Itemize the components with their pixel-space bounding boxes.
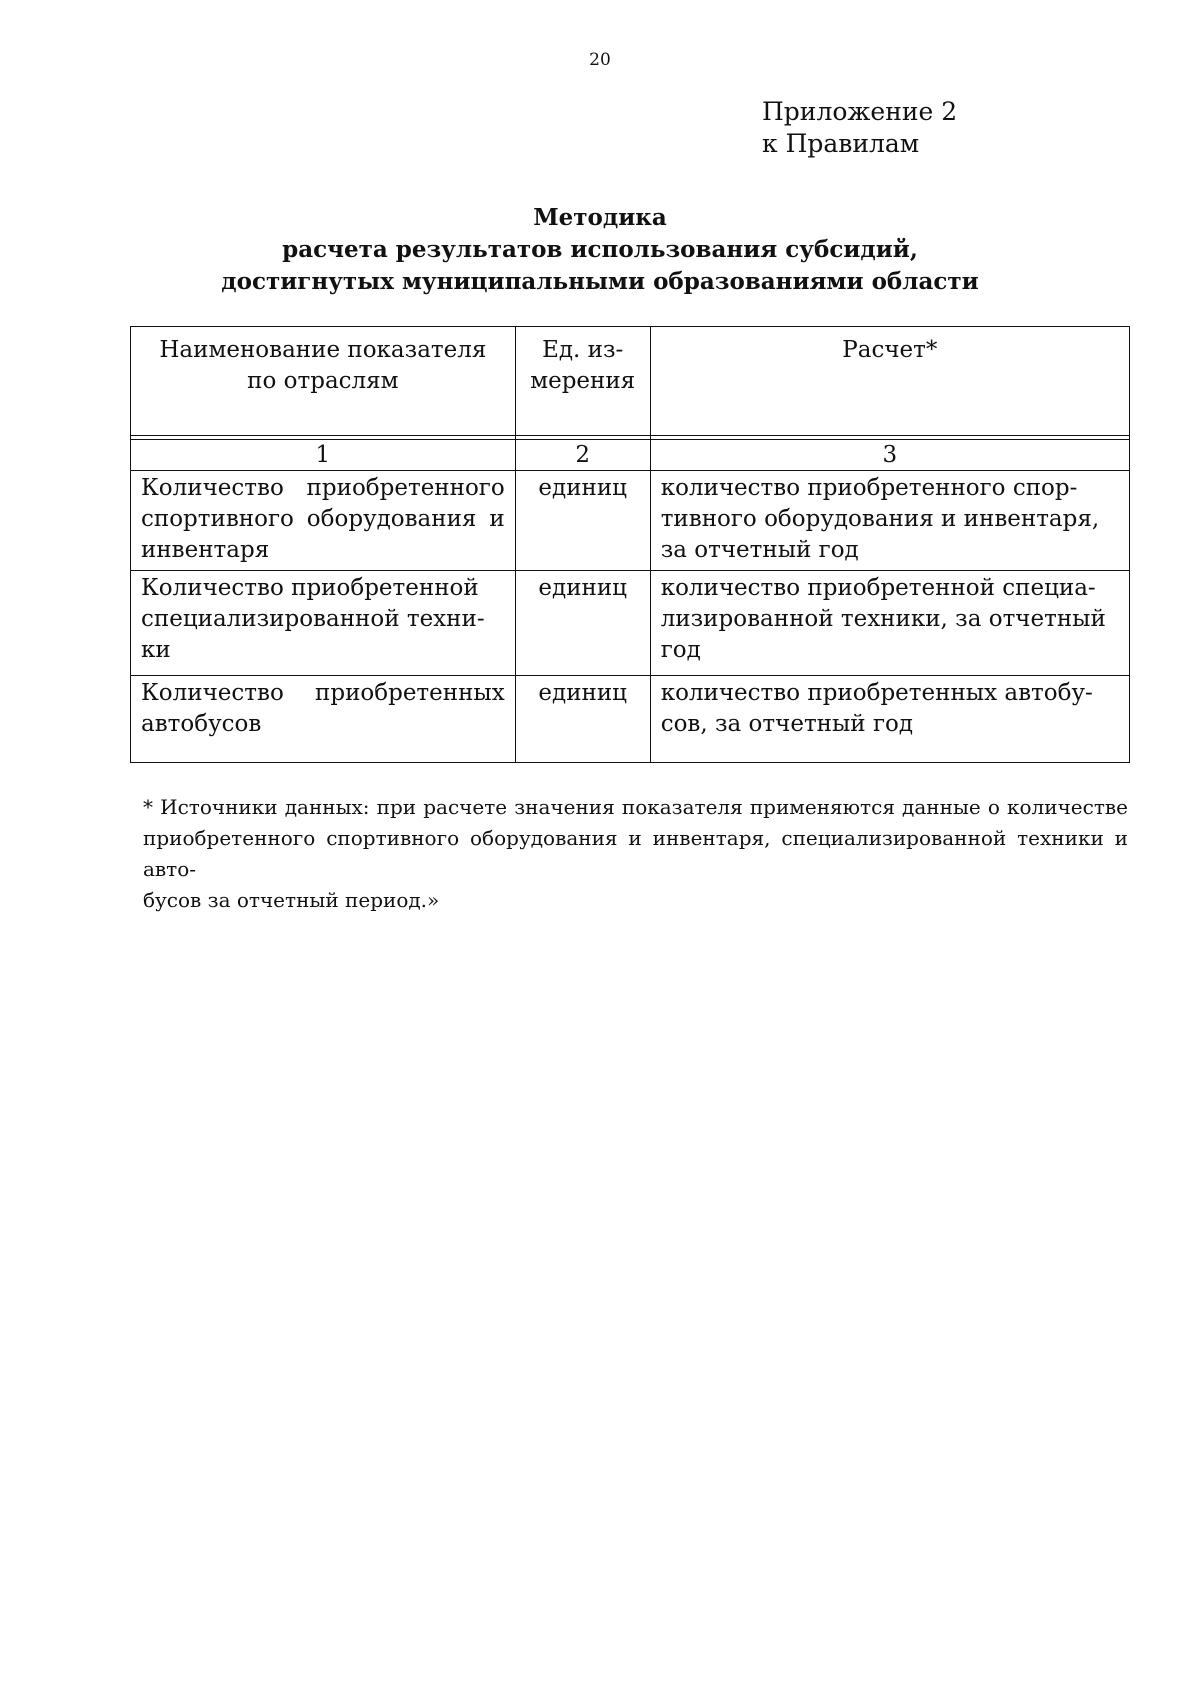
indicator-name [131,571,516,676]
cell-text: количество приобретенных автобу- [660,680,1093,706]
cell-text: лизированной техники, за отчетный [660,606,1106,632]
footnote-line: бусов за отчетный период.» [143,888,440,912]
footnote-line: приобретенного спортивного оборудования и инвентаря, специализированной техники и авто- [143,826,1128,881]
cell-text: Количество приобретенного [141,475,505,501]
footnote [143,792,1128,916]
title-line-1: Методика [533,204,667,231]
header-unit [515,327,650,436]
calculation-cell [650,676,1129,763]
header-text: Ед. из- [542,337,624,363]
column-numbers-row [131,440,1130,471]
cell-text: специализированной техни- [141,606,485,632]
cell-text: сов, за отчетный год [660,711,914,737]
appendix-line-1: Приложение 2 [762,97,958,126]
unit-cell: единиц [515,571,650,676]
unit-cell: единиц [515,676,650,763]
footnote-line: * Источники данных: при расчете значения показателя применяются данные о количестве [143,795,1128,819]
cell-text: за отчетный год [660,537,859,563]
calculation-cell [650,471,1129,571]
title-line-2: расчета результатов использования субсидий, [282,236,918,263]
cell-text: Количество приобретенных [141,680,505,706]
header-text: по отраслям [247,368,399,394]
cell-text: год [660,637,701,663]
calculation-cell [650,571,1129,676]
cell-text: инвентаря [141,537,270,563]
cell-text: ки [141,637,171,663]
column-number: 3 [650,440,1129,471]
column-number: 1 [131,440,516,471]
header-calculation [650,327,1129,436]
cell-text: количество приобретенного спор- [660,475,1078,501]
header-text: мерения [530,368,636,394]
column-number: 2 [515,440,650,471]
table-row [131,571,1130,676]
header-text: Наименование показателя [159,337,487,363]
table-header-row [131,327,1130,436]
indicator-name [131,471,516,571]
cell-text: автобусов [141,711,262,737]
document-title [0,202,1200,298]
table-row [131,676,1130,763]
appendix-line-2: к Правилам [762,129,920,158]
unit-cell: единиц [515,471,650,571]
appendix-reference [762,96,957,160]
title-line-3: достигнутых муниципальными образованиями области [221,268,979,295]
header-text: Расчет* [842,337,938,363]
indicator-name [131,676,516,763]
cell-text: количество приобретенной специа- [660,575,1096,601]
cell-text: спортивного оборудования и [141,506,505,532]
cell-text: Количество приобретенной [141,575,479,601]
header-indicator-name [131,327,516,436]
method-table [130,326,1130,763]
cell-text: тивного оборудования и инвентаря, [660,506,1100,532]
page-number: 20 [589,50,611,70]
table-row [131,471,1130,571]
